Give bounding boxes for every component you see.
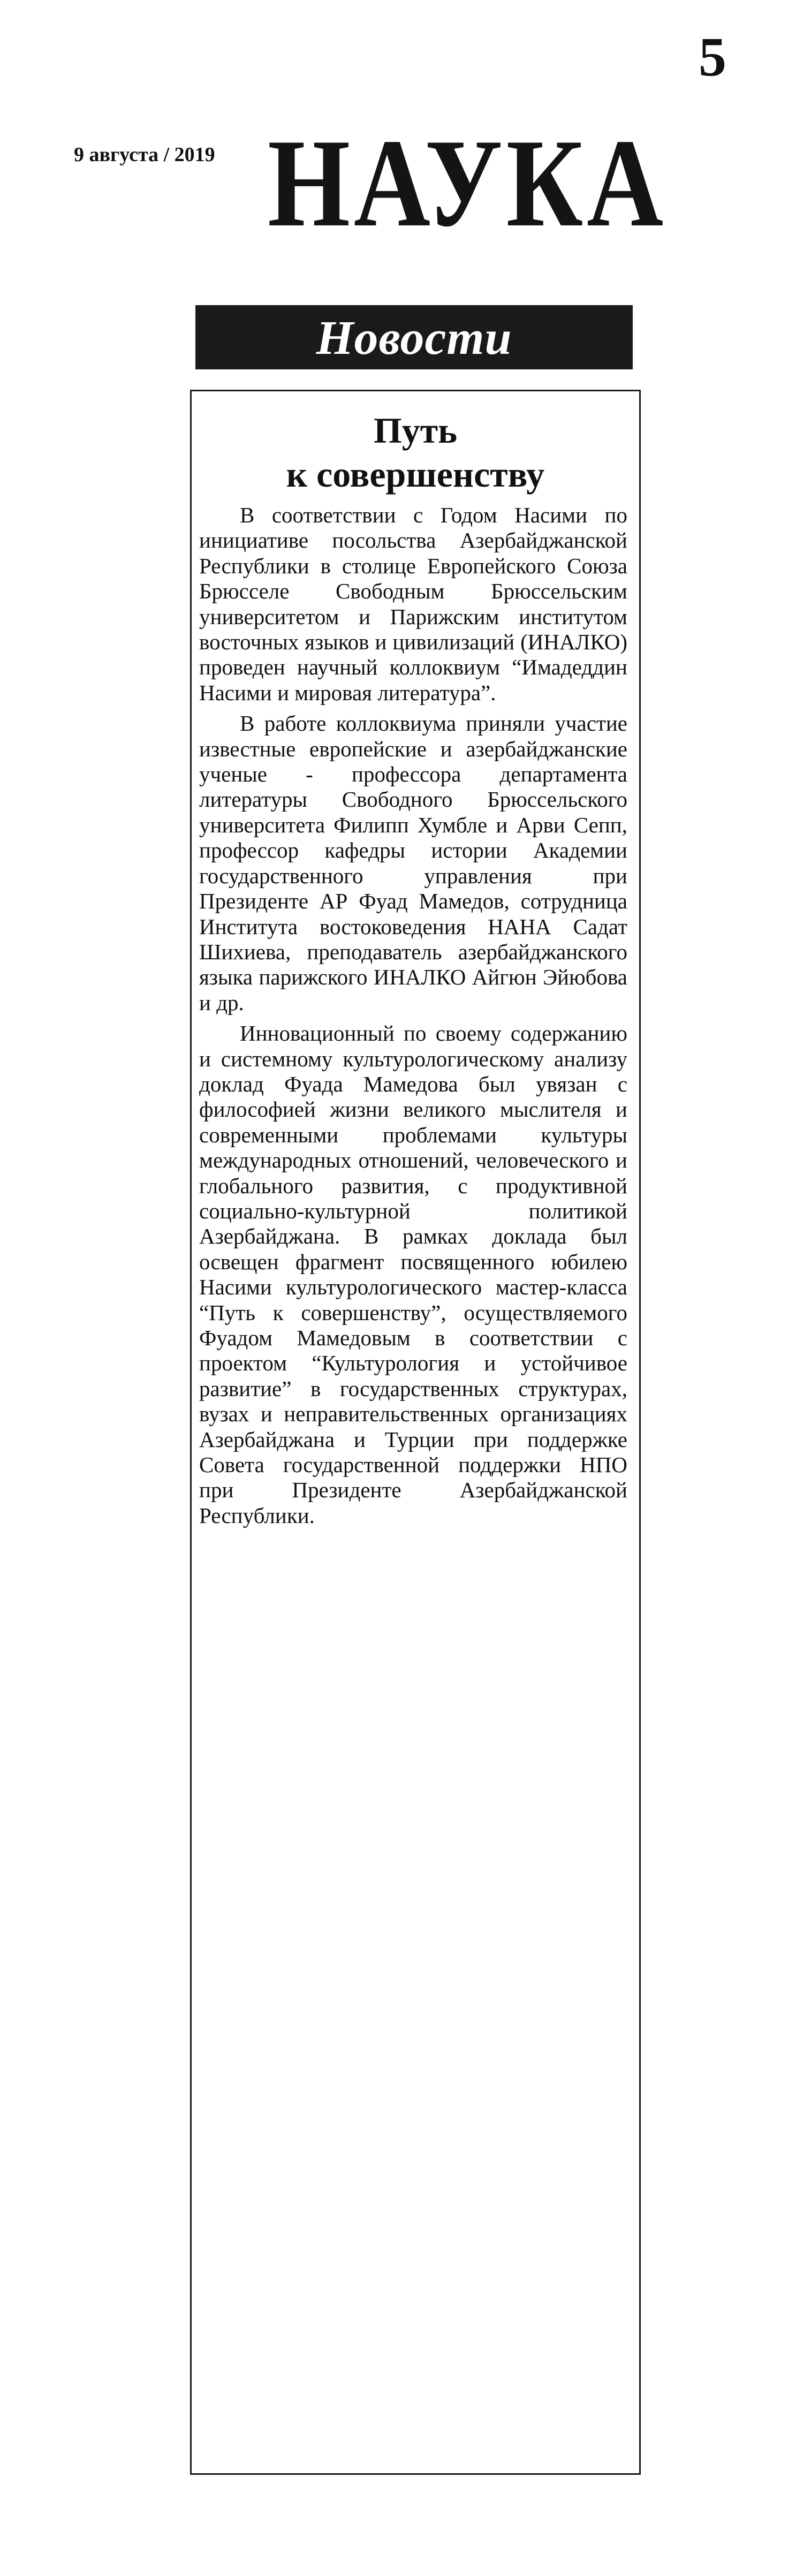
article-body <box>199 503 627 1534</box>
article-paragraph-2: В работе коллоквиума приняли участие известные европейские и азербайджанские ученые - профессора департамента литературы Свободного Брюссельского университета Филипп Хумбле и Арви Сепп, профессор кафедры истории Академии государственного управления при Президенте АР Фуад Мамедов, сотрудница Института востоковедения НАНА Садат Шихиева, преподаватель азербайджанского языка парижского ИНАЛКО Айгюн Эйюбова и др. <box>199 711 627 1015</box>
headline-line-2: к совершенству <box>286 454 545 495</box>
section-rubric: Новости <box>195 305 633 369</box>
article-paragraph-1: В соответствии с Годом Насими по инициативе посольства Азербайджанской Республики в столице Европейского Союза Брюсселе Свободным Брюссельским университетом и Парижским институтом восточных языков и цивилизаций (ИНАЛКО) проведен научный коллоквиум “Имадеддин Насими и мировая литература”. <box>199 503 627 705</box>
article-frame <box>190 390 641 2475</box>
headline-line-1: Путь <box>373 410 458 451</box>
page-number: 5 <box>699 26 726 88</box>
masthead-title: НАУКА <box>268 113 667 253</box>
article-headline <box>192 408 639 496</box>
issue-date: 9 августа / 2019 <box>74 143 215 166</box>
article-paragraph-3: Инновационный по своему содержанию и системному культурологическому анализу доклад Фуада Мамедова был увязан с философией жизни великого мыслителя и современными проблемами культуры международных отношений, человеческого и глобального развития, с продуктивной социально-культурной политикой Азербайджана. В рамках доклада был освещен фрагмент посвященного юбилею Насими культурологического мастер-класса “Путь к совершенству”, осуществляемого Фуадом Мамедовым в соответствии с проектом “Культурология и устойчивое развитие” в государственных структурах, вузах и неправительственных организациях Азербайджана и Турции при поддержке Совета государственной поддержки НПО при Президенте Азербайджанской Республики. <box>199 1021 627 1528</box>
